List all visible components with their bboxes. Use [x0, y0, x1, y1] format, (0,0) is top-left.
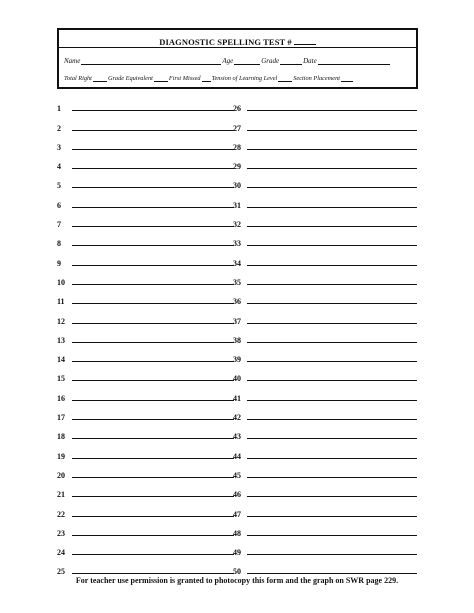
word-row [233, 307, 417, 326]
word-number: 49 [233, 548, 241, 558]
word-number: 41 [233, 393, 241, 403]
word-number: 34 [233, 258, 241, 268]
word-row [233, 153, 417, 172]
word-row [57, 500, 234, 519]
word-number: 16 [57, 393, 65, 403]
word-number: 4 [57, 162, 61, 172]
word-answer-line[interactable] [72, 553, 234, 555]
word-row [233, 346, 417, 365]
word-row [233, 230, 417, 249]
word-answer-line[interactable] [247, 379, 417, 381]
word-number: 15 [57, 374, 65, 384]
word-answer-line[interactable] [247, 553, 417, 555]
word-number: 25 [57, 567, 65, 577]
word-row [233, 288, 417, 307]
word-number: 37 [233, 316, 241, 326]
word-column-left [57, 95, 234, 577]
student-info-row [64, 57, 411, 65]
word-answer-line[interactable] [247, 399, 417, 401]
word-row [57, 191, 234, 210]
word-number: 5 [57, 181, 61, 191]
word-answer-line[interactable] [247, 495, 417, 497]
word-number: 33 [233, 239, 241, 249]
word-number: 39 [233, 355, 241, 365]
word-answer-line[interactable] [247, 418, 417, 420]
word-number: 31 [233, 200, 241, 210]
word-column-right [233, 95, 417, 577]
word-number: 26 [233, 104, 241, 114]
test-title: DIAGNOSTIC SPELLING TEST # [159, 37, 292, 47]
word-number: 2 [57, 123, 61, 133]
word-answer-line[interactable] [72, 264, 234, 266]
word-answer-line[interactable] [247, 244, 417, 246]
word-row [233, 442, 417, 461]
word-number: 23 [57, 528, 65, 538]
word-answer-line[interactable] [247, 515, 417, 517]
age-field[interactable] [234, 57, 260, 65]
test-title-row [59, 36, 416, 47]
word-row [233, 404, 417, 423]
word-number: 43 [233, 432, 241, 442]
word-answer-line[interactable] [72, 495, 234, 497]
score-info-row [64, 74, 411, 82]
grade-label: Grade [261, 57, 280, 65]
word-number: 50 [233, 567, 241, 577]
word-number: 48 [233, 528, 241, 538]
word-answer-line[interactable] [72, 225, 234, 227]
word-answer-line[interactable] [247, 437, 417, 439]
word-answer-line[interactable] [247, 302, 417, 304]
word-row [233, 95, 417, 114]
permission-footer: For teacher use permission is granted to photocopy this form and the graph on SWR page 229. [75, 576, 399, 585]
word-row [57, 462, 234, 481]
word-row [57, 269, 234, 288]
word-answer-line[interactable] [72, 206, 234, 208]
word-answer-line[interactable] [247, 322, 417, 324]
word-number: 1 [57, 104, 61, 114]
word-answer-line[interactable] [247, 534, 417, 536]
total-right-label: Total Right [64, 75, 92, 82]
word-answer-line[interactable] [247, 225, 417, 227]
word-answer-line[interactable] [72, 534, 234, 536]
word-answer-line[interactable] [247, 360, 417, 362]
word-row [57, 539, 234, 558]
word-row [57, 134, 234, 153]
word-number: 17 [57, 413, 65, 423]
section-placement-field[interactable] [341, 74, 353, 82]
word-row [57, 520, 234, 539]
word-number: 27 [233, 123, 241, 133]
word-row [233, 134, 417, 153]
word-row [233, 520, 417, 539]
word-row [57, 230, 234, 249]
word-number: 6 [57, 200, 61, 210]
word-answer-line[interactable] [247, 341, 417, 343]
date-label: Date [303, 57, 317, 65]
word-row [57, 365, 234, 384]
word-row [233, 191, 417, 210]
word-row [57, 307, 234, 326]
word-number: 18 [57, 432, 65, 442]
word-answer-line[interactable] [247, 109, 417, 111]
word-number: 45 [233, 470, 241, 480]
word-answer-line[interactable] [72, 186, 234, 188]
word-number: 9 [57, 258, 61, 268]
word-number: 38 [233, 335, 241, 345]
word-row [57, 211, 234, 230]
word-row [233, 269, 417, 288]
word-row [233, 211, 417, 230]
word-answer-line[interactable] [247, 186, 417, 188]
word-answer-line[interactable] [72, 379, 234, 381]
section-placement-label: Section Placement [293, 75, 340, 82]
word-number: 14 [57, 355, 65, 365]
word-answer-line[interactable] [72, 341, 234, 343]
word-row [233, 249, 417, 268]
word-answer-line[interactable] [72, 167, 234, 169]
word-row [233, 500, 417, 519]
header-divider [59, 47, 416, 48]
word-answer-line[interactable] [247, 264, 417, 266]
word-answer-line[interactable] [72, 360, 234, 362]
word-answer-line[interactable] [247, 457, 417, 459]
name-label: Name [64, 57, 81, 65]
word-number: 7 [57, 220, 61, 230]
word-row [57, 172, 234, 191]
word-row [57, 442, 234, 461]
first-missed-label: First Missed [168, 75, 201, 82]
word-row [57, 327, 234, 346]
word-number: 19 [57, 451, 65, 461]
word-number: 35 [233, 277, 241, 287]
word-number: 40 [233, 374, 241, 384]
word-number: 28 [233, 142, 241, 152]
word-row [57, 114, 234, 133]
word-row [233, 481, 417, 500]
word-answer-line[interactable] [72, 418, 234, 420]
age-label: Age [222, 57, 234, 65]
word-number: 46 [233, 490, 241, 500]
word-row [233, 327, 417, 346]
word-number: 12 [57, 316, 65, 326]
word-number: 42 [233, 413, 241, 423]
word-answer-line[interactable] [247, 129, 417, 131]
word-row [57, 384, 234, 403]
word-row [233, 172, 417, 191]
word-number: 30 [233, 181, 241, 191]
word-number: 3 [57, 142, 61, 152]
word-row [233, 423, 417, 442]
word-row [57, 346, 234, 365]
word-number: 32 [233, 220, 241, 230]
word-answer-line[interactable] [72, 244, 234, 246]
word-row [233, 384, 417, 403]
word-number: 20 [57, 470, 65, 480]
word-number: 13 [57, 335, 65, 345]
word-row [233, 462, 417, 481]
word-row [57, 404, 234, 423]
word-answer-line[interactable] [72, 437, 234, 439]
word-answer-line[interactable] [247, 206, 417, 208]
word-number: 10 [57, 277, 65, 287]
word-answer-line[interactable] [247, 283, 417, 285]
word-row [233, 365, 417, 384]
grade-equivalent-field[interactable] [154, 74, 168, 82]
word-answer-line[interactable] [72, 572, 234, 574]
word-answer-line[interactable] [247, 148, 417, 150]
test-header-box [57, 28, 418, 89]
word-row [57, 153, 234, 172]
word-answer-line[interactable] [72, 399, 234, 401]
word-row [233, 114, 417, 133]
word-number: 21 [57, 490, 65, 500]
tension-field[interactable] [278, 74, 292, 82]
word-number: 22 [57, 509, 65, 519]
word-answer-line[interactable] [72, 457, 234, 459]
word-answer-line[interactable] [72, 515, 234, 517]
word-answer-line[interactable] [72, 322, 234, 324]
word-number: 47 [233, 509, 241, 519]
grade-field[interactable] [280, 57, 302, 65]
word-number: 8 [57, 239, 61, 249]
word-answer-line[interactable] [72, 148, 234, 150]
word-number: 11 [57, 297, 65, 307]
word-row [57, 423, 234, 442]
word-answer-line[interactable] [72, 476, 234, 478]
word-row [57, 95, 234, 114]
word-number: 44 [233, 451, 241, 461]
word-row [233, 539, 417, 558]
word-answer-line[interactable] [247, 167, 417, 169]
word-answer-line[interactable] [72, 283, 234, 285]
name-field[interactable] [81, 57, 221, 65]
word-answer-line[interactable] [247, 572, 417, 574]
word-answer-line[interactable] [72, 302, 234, 304]
word-row [57, 288, 234, 307]
word-number: 24 [57, 548, 65, 558]
word-answer-line[interactable] [72, 109, 234, 111]
word-number: 29 [233, 162, 241, 172]
first-missed-field[interactable] [202, 74, 211, 82]
word-answer-line[interactable] [247, 476, 417, 478]
word-row [233, 558, 417, 577]
tension-label: Tension of Learning Level [211, 75, 278, 82]
word-row [57, 481, 234, 500]
test-number-blank[interactable] [294, 36, 316, 45]
word-number: 36 [233, 297, 241, 307]
total-right-field[interactable] [93, 74, 107, 82]
word-row [57, 558, 234, 577]
date-field[interactable] [318, 57, 390, 65]
word-row [57, 249, 234, 268]
word-answer-line[interactable] [72, 129, 234, 131]
grade-equivalent-label: Grade Equivalent [107, 75, 153, 82]
